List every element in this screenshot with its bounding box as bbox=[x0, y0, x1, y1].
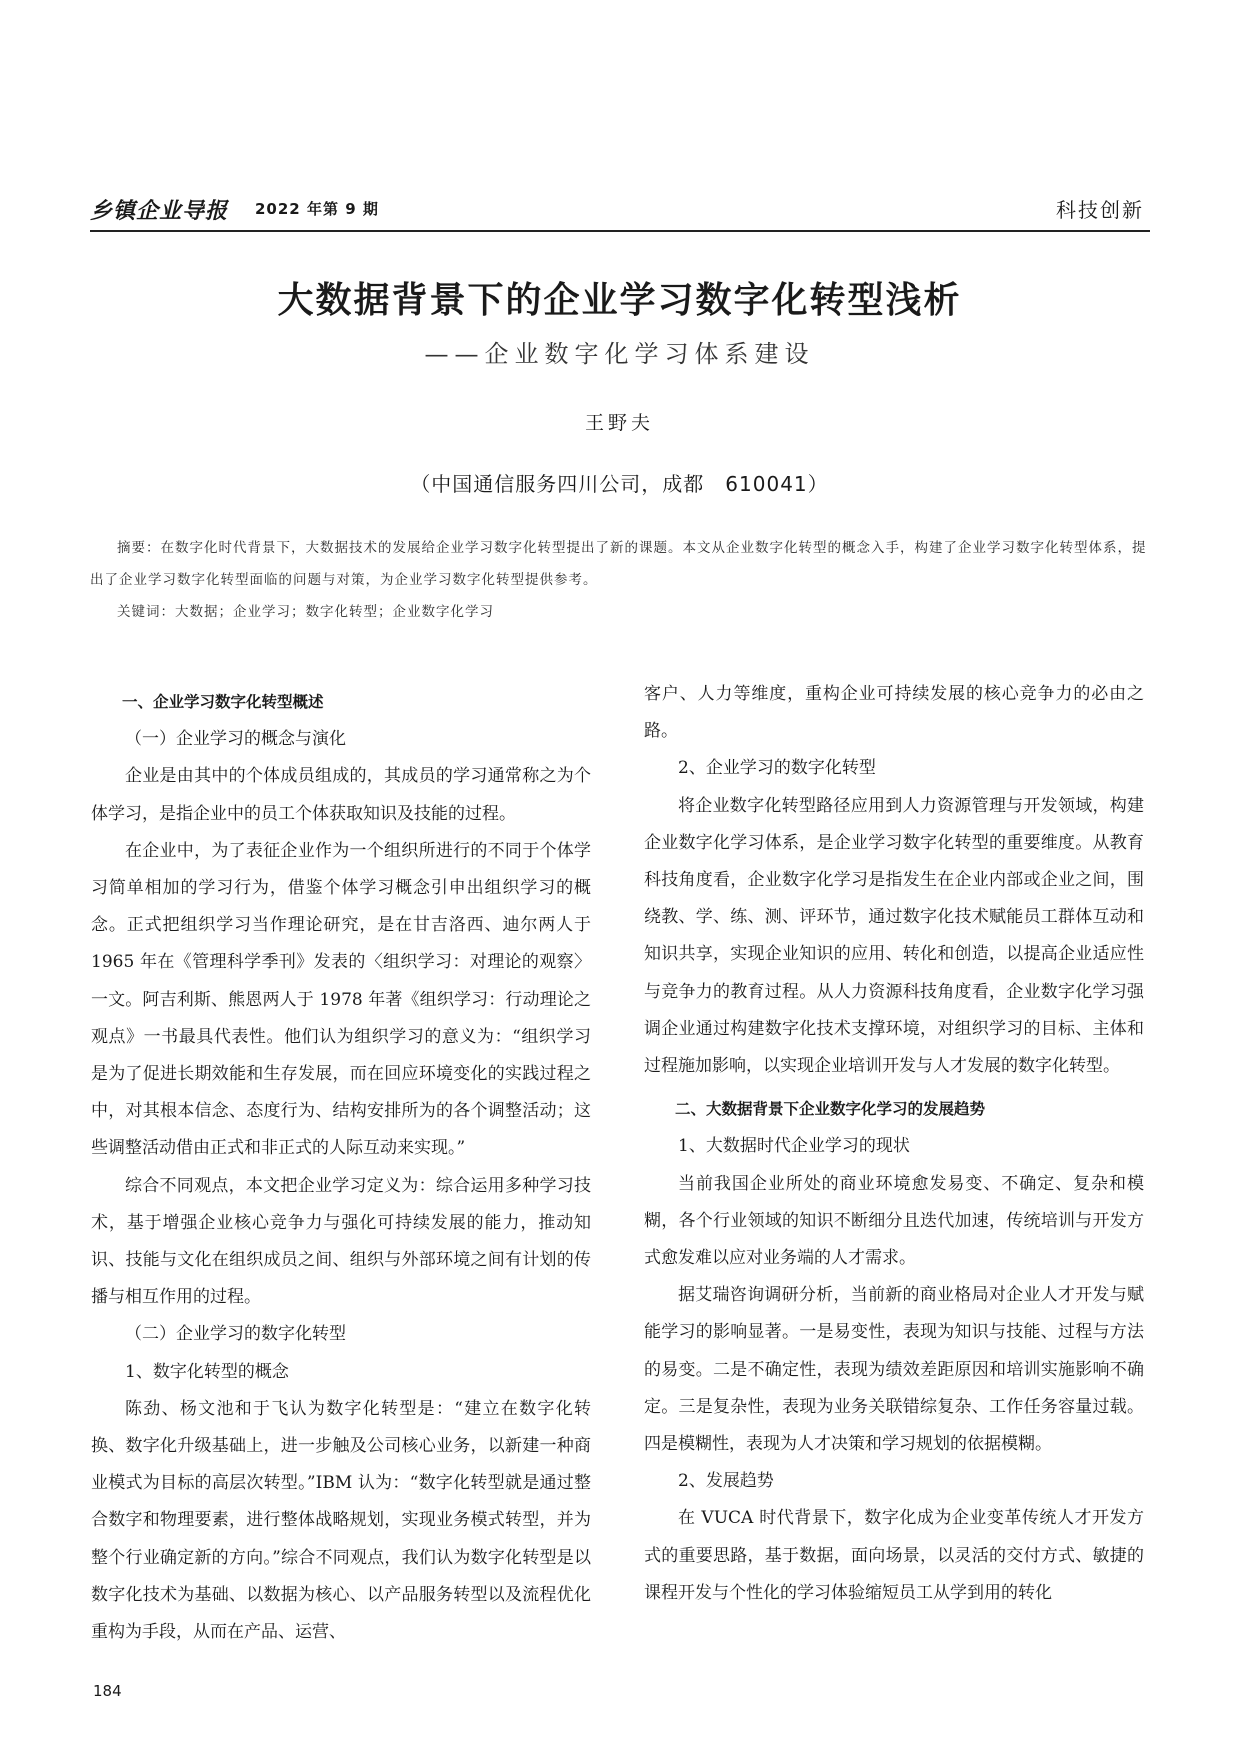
paragraph: 据艾瑞咨询调研分析，当前新的商业格局对企业人才开发与赋能学习的影响显著。一是易变性，表现为知识与技能、过程与方法的易变。二是不确定性，表现为绩效差距原因和培训实施影响不确定。三是复杂性，表现为业务关联错综复杂、工作任务容量过载。四是模糊性，表现为人才决策和学习规划的依据模糊。 bbox=[644, 1285, 1144, 1455]
page-number: 184 bbox=[93, 1682, 122, 1700]
subsection-heading: （一）企业学习的概念与演化 bbox=[125, 729, 346, 750]
abstract-block bbox=[90, 532, 1150, 628]
keywords-text: 关键词：大数据；企业学习；数字化转型；企业数字化学习 bbox=[117, 604, 494, 620]
article-title: 大数据背景下的企业学习数字化转型浅析 bbox=[277, 280, 962, 321]
abstract-text: 摘要：在数字化时代背景下，大数据技术的发展给企业学习数字化转型提出了新的课题。本文从企业数字化转型的概念入手，构建了企业学习数字化转型体系，提出了企业学习数字化转型面临的问题与对策，为企业学习数字化转型提供参考。 bbox=[90, 540, 1147, 588]
journal-name: 乡镇企业导报 bbox=[90, 199, 229, 224]
left-column bbox=[91, 684, 591, 1651]
paragraph: 客户、人力等维度，重构企业可持续发展的核心竞争力的必由之路。 bbox=[644, 684, 1144, 742]
paragraph: 陈劲、杨文池和于飞认为数字化转型是：“建立在数字化转换、数字化升级基础上，进一步触及公司核心业务，以新建一种商业模式为目标的高层次转型。”IBM 认为：“数字化转型就是通过整合数字和物理要素，进行整体战略规划，实现业务模式转型，并为整个行业确定新的方向。”综合不同观点，我们认为数字化转型是以数字化技术为基础、以数据为核心、以产品服务转型以及流程优化重构为手段，从而在产品、运营、 bbox=[91, 1398, 591, 1643]
article-subtitle: ——企业数字化学习体系建设 bbox=[424, 340, 815, 368]
subsection-heading: （二）企业学习的数字化转型 bbox=[125, 1324, 346, 1345]
paragraph: 当前我国企业所处的商业环境愈发易变、不确定、复杂和模糊，各个行业领域的知识不断细分且迭代加速，传统培训与开发方式愈发难以应对业务端的人才需求。 bbox=[644, 1173, 1144, 1269]
paragraph: 在企业中，为了表征企业作为一个组织所进行的不同于个体学习简单相加的学习行为，借鉴个体学习概念引申出组织学习的概念。正式把组织学习当作理论研究，是在甘吉洛西、迪尔两人于 1965 年在《管理科学季刊》发表的〈组织学习：对理论的观察〉一文。阿吉利斯、熊恩两人于 1978 年著《组织学习：行动理论之观点》一书最具代表性。他们认为组织学习的意义为：“组织学习是为了促进长期效能和生存发展，而在回应环境变化的实践过程之中，对其根本信念、态度行为、结构安排所为的各个调整活动；这些调整活动借由正式和非正式的人际互动来实现。” bbox=[91, 840, 591, 1159]
paragraph: 企业是由其中的个体成员组成的，其成员的学习通常称之为个体学习，是指企业中的员工个体获取知识及技能的过程。 bbox=[91, 766, 591, 824]
page-header bbox=[90, 190, 1150, 232]
section-heading: 二、大数据背景下企业数字化学习的发展趋势 bbox=[675, 1100, 986, 1119]
subsection-heading: 2、企业学习的数字化转型 bbox=[678, 758, 876, 779]
subsection-heading: 2、发展趋势 bbox=[678, 1471, 774, 1492]
paragraph: 综合不同观点，本文把企业学习定义为：综合运用多种学习技术，基于增强企业核心竞争力与强化可持续发展的能力，推动知识、技能与文化在组织成员之间、组织与外部环境之间有计划的传播与相互作用的过程。 bbox=[91, 1175, 591, 1308]
paragraph: 将企业数字化转型路径应用到人力资源管理与开发领域，构建企业数字化学习体系，是企业学习数字化转型的重要维度。从教育科技角度看，企业数字化学习是指发生在企业内部或企业之间，围绕教、学、练、测、评环节，通过数字化技术赋能员工群体互动和知识共享，实现企业知识的应用、转化和创造，以提高企业适应性与竞争力的教育过程。从人力资源科技角度看，企业数字化学习强调企业通过构建数字化技术支撑环境，对组织学习的目标、主体和过程施加影响，以实现企业培训开发与人才发展的数字化转型。 bbox=[644, 795, 1144, 1077]
subsection-heading: 1、数字化转型的概念 bbox=[125, 1361, 289, 1382]
author-affiliation: （中国通信服务四川公司，成都 610041） bbox=[410, 472, 829, 496]
issue-number: 2022 年第 9 期 bbox=[255, 200, 379, 218]
subsection-heading: 1、大数据时代企业学习的现状 bbox=[678, 1136, 910, 1157]
author-name: 王野夫 bbox=[584, 412, 654, 434]
section-name: 科技创新 bbox=[1056, 198, 1144, 222]
paragraph: 在 VUCA 时代背景下，数字化成为企业变革传统人才开发方式的重要思路，基于数据，面向场景，以灵活的交付方式、敏捷的课程开发与个性化的学习体验缩短员工从学到用的转化 bbox=[644, 1508, 1144, 1603]
section-heading: 一、企业学习数字化转型概述 bbox=[122, 693, 324, 711]
right-column bbox=[644, 676, 1144, 1612]
